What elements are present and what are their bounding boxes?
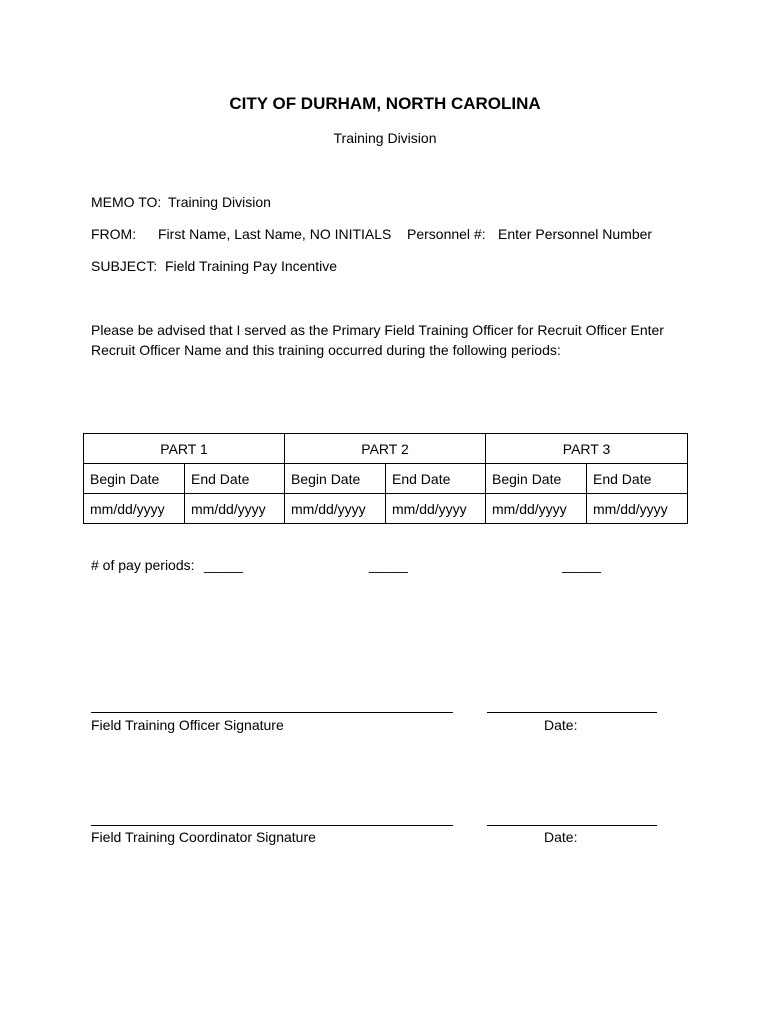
part-2-header: PART 2 xyxy=(285,434,486,464)
page-title: CITY OF DURHAM, NORTH CAROLINA xyxy=(229,94,541,113)
column-header-row xyxy=(84,464,688,494)
personnel-number-field[interactable]: Enter Personnel Number xyxy=(498,226,653,242)
pay-periods-label: # of pay periods: xyxy=(91,557,195,573)
part-3-header: PART 3 xyxy=(486,434,688,464)
coordinator-date-label: Date: xyxy=(544,829,578,845)
coordinator-date-line[interactable] xyxy=(487,825,657,826)
coordinator-signature-label: Field Training Coordinator Signature xyxy=(91,829,316,845)
body-paragraph: Please be advised that I served as the Primary Field Training Officer for Recruit Officer Enter Recruit Officer Name and this training occurred during the following periods: xyxy=(91,322,664,358)
part-2-begin-date-field[interactable]: mm/dd/yyyy xyxy=(285,494,386,524)
pay-periods-part-3-field[interactable]: _____ xyxy=(562,557,601,573)
coordinator-signature-line[interactable] xyxy=(91,825,453,826)
part-1-begin-date-header: Begin Date xyxy=(84,464,185,494)
personnel-label: Personnel #: xyxy=(407,226,486,242)
part-2-end-date-field[interactable]: mm/dd/yyyy xyxy=(386,494,486,524)
subject-label: SUBJECT: xyxy=(91,258,158,274)
part-2-begin-date-header: Begin Date xyxy=(285,464,386,494)
pay-periods-part-1-field[interactable]: _____ xyxy=(204,557,243,573)
part-3-begin-date-field[interactable]: mm/dd/yyyy xyxy=(486,494,587,524)
part-3-end-date-header: End Date xyxy=(587,464,688,494)
training-periods-table xyxy=(83,433,688,524)
part-header-row xyxy=(84,434,688,464)
from-name-field[interactable]: First Name, Last Name, NO INITIALS xyxy=(158,226,392,242)
pay-periods-part-2-field[interactable]: _____ xyxy=(369,557,408,573)
officer-date-line[interactable] xyxy=(487,712,657,713)
date-values-row xyxy=(84,494,688,524)
part-2-end-date-header: End Date xyxy=(386,464,486,494)
officer-signature-label: Field Training Officer Signature xyxy=(91,717,284,733)
part-3-end-date-field[interactable]: mm/dd/yyyy xyxy=(587,494,688,524)
officer-signature-line[interactable] xyxy=(91,712,453,713)
subject-value: Field Training Pay Incentive xyxy=(165,258,337,274)
memo-to-value[interactable]: Training Division xyxy=(168,194,271,210)
memo-to-label: MEMO TO: xyxy=(91,194,162,210)
part-1-end-date-field[interactable]: mm/dd/yyyy xyxy=(185,494,285,524)
officer-date-label: Date: xyxy=(544,717,578,733)
part-1-end-date-header: End Date xyxy=(185,464,285,494)
part-1-header: PART 1 xyxy=(84,434,285,464)
part-1-begin-date-field[interactable]: mm/dd/yyyy xyxy=(84,494,185,524)
from-label: FROM: xyxy=(91,226,137,242)
part-3-begin-date-header: Begin Date xyxy=(486,464,587,494)
division-subtitle: Training Division xyxy=(333,130,437,146)
